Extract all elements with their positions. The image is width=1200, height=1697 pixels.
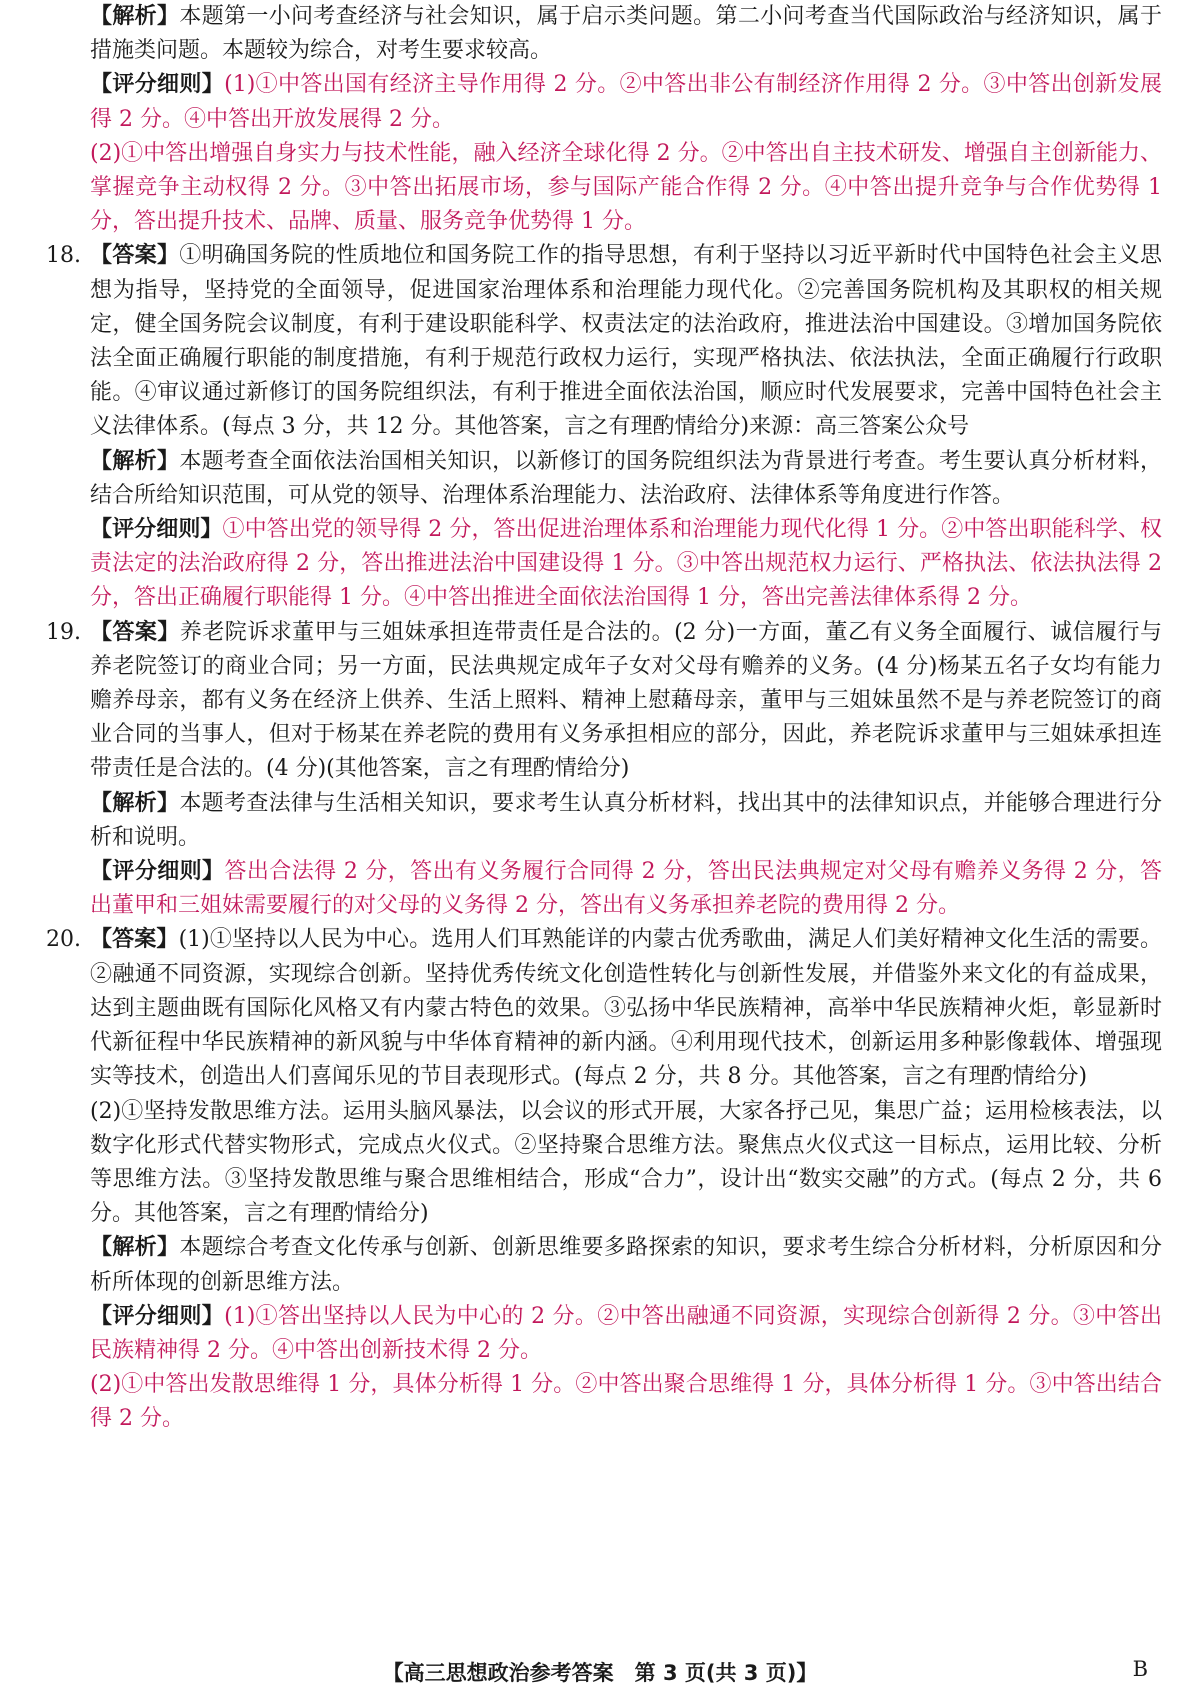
answer-paragraph xyxy=(52,0,1162,68)
footer-version-letter: B xyxy=(1132,1657,1148,1681)
answer-paragraph xyxy=(46,239,1162,444)
section-tag: 【解析】 xyxy=(90,448,180,474)
question-number: 20. xyxy=(46,927,81,953)
answer-paragraph xyxy=(46,923,1162,1094)
paragraph-text: (2)①坚持发散思维方法。运用头脑风暴法，以会议的形式开展，大家各抒己见，集思广益；运用检核表法，以数字化形式代替实物形式，完成点火仪式。②坚持聚合思维方法。聚焦点火仪式这一目标点，运用比较、分析等思维方法。③坚持发散思维与聚合思维相结合，形成“合力”，设计出“数实交融”的方式。(每点 2 分，共 6 分。其他答案，言之有理酌情给分) xyxy=(90,1098,1162,1227)
question-number: 19. xyxy=(46,619,81,645)
paragraph-text: 本题第一小问考查经济与社会知识，属于启示类问题。第二小问考查当代国际政治与经济知识，属于措施类问题。本题较为综合，对考生要求较高。 xyxy=(90,4,1162,64)
footer-page-info: 【高三思想政治参考答案 第 3 页(共 3 页)】 xyxy=(382,1661,818,1685)
section-tag: 【评分细则】 xyxy=(90,72,225,98)
answer-page xyxy=(46,0,1163,1437)
answer-paragraph xyxy=(52,1300,1162,1368)
section-tag: 【解析】 xyxy=(90,1235,180,1261)
answer-paragraph xyxy=(52,1095,1162,1232)
paragraph-text: 答出合法得 2 分，答出有义务履行合同得 2 分，答出民法典规定对父母有赡养义务得 2 分，答出董甲和三姐妹需要履行的对父母的义务得 2 分，答出有义务承担养老院的费用得 2 分。 xyxy=(90,859,1163,919)
paragraph-text: ①明确国务院的性质地位和国务院工作的指导思想，有利于坚持以习近平新时代中国特色社会主义思想为指导，坚持党的全面领导，促进国家治理体系和治理能力现代化。②完善国务院机构及其职权的相关规定，健全国务院会议制度，有利于建设职能科学、权责法定的法治政府，推进法治中国建设。③增加国务院依法全面正确履行职能的制度措施，有利于规范行政权力运行，实现严格执法、依法执法，全面正确履行行政职能。④审议通过新修订的国务院组织法，有利于推进全面依法治国，顺应时代发展要求，完善中国特色社会主义法律体系。(每点 3 分，共 12 分。其他答案，言之有理酌情给分)来源：高三答案公众号 xyxy=(90,243,1162,440)
answer-paragraph xyxy=(52,855,1162,923)
paragraph-text: 本题考查全面依法治国相关知识，以新修订的国务院组织法为背景进行考查。考生要认真分析材料，结合所给知识范围，可从党的领导、治理体系治理能力、法治政府、法律体系等角度进行作答。 xyxy=(90,448,1162,508)
answer-paragraph xyxy=(52,1231,1162,1299)
section-tag: 【评分细则】 xyxy=(90,859,225,885)
answer-paragraph xyxy=(46,616,1162,787)
paragraph-text: (2)①中答出增强自身实力与技术性能，融入经济全球化得 2 分。②中答出自主技术研发、增强自主创新能力、掌握竞争主动权得 2 分。③中答出拓展市场，参与国际产能合作得 2 分。④中答出提升竞争与合作优势得 1 分，答出提升技术、品牌、质量、服务竞争优势得 1 分。 xyxy=(90,140,1162,235)
section-tag: 【解析】 xyxy=(90,790,180,816)
paragraph-text: ①中答出党的领导得 2 分，答出促进治理体系和治理能力现代化得 1 分。②中答出职能科学、权责法定的法治政府得 2 分，答出推进法治中国建设得 1 分。③中答出规范权力运行、严格执法、依法执法得 2 分，答出正确履行职能得 1 分。④中答出推进全面依法治国得 1 分，答出完善法律体系得 2 分。 xyxy=(90,517,1162,611)
paragraph-text: (1)①中答出国有经济主导作用得 2 分。②中答出非公有制经济作用得 2 分。③中答出创新发展得 2 分。④中答出开放发展得 2 分。 xyxy=(90,72,1162,132)
section-tag: 【答案】 xyxy=(90,927,179,953)
page-footer xyxy=(0,1655,1200,1689)
section-tag: 【答案】 xyxy=(90,243,180,269)
question-block-19 xyxy=(46,616,1163,924)
paragraph-text: (1)①坚持以人民为中心。选用人们耳熟能详的内蒙古优秀歌曲，满足人们美好精神文化生活的需要。②融通不同资源，实现综合创新。坚持优秀传统文化创造性转化与创新性发展，并借鉴外来文化的有益成果，达到主题曲既有国际化风格又有内蒙古特色的效果。③弘扬中华民族精神，高举中华民族精神火炬，彰显新时代新征程中华民族精神的新风貌与中华体育精神的新内涵。④利用现代技术，创新运用多种影像载体、增强现实等技术，创造出人们喜闻乐见的节目表现形式。(每点 2 分，共 8 分。其他答案，言之有理酌情给分) xyxy=(90,927,1162,1090)
section-tag: 【评分细则】 xyxy=(90,1303,225,1329)
section-tag: 【评分细则】 xyxy=(90,517,223,543)
paragraph-text: (2)①中答出发散思维得 1 分，具体分析得 1 分。②中答出聚合思维得 1 分，具体分析得 1 分。③中答出结合得 2 分。 xyxy=(90,1372,1162,1432)
answer-paragraph xyxy=(52,787,1162,855)
question-block-18 xyxy=(46,239,1162,615)
paragraph-text: (1)①答出坚持以人民为中心的 2 分。②中答出融通不同资源，实现综合创新得 2 分。③中答出民族精神得 2 分。④中答出创新技术得 2 分。 xyxy=(90,1303,1162,1363)
answer-paragraph xyxy=(52,513,1162,616)
question-block-20 xyxy=(46,923,1162,1436)
paragraph-text: 本题综合考查文化传承与创新、创新思维要多路探索的知识，要求考生综合分析材料，分析原因和分析所体现的创新思维方法。 xyxy=(90,1235,1162,1295)
answer-paragraph xyxy=(52,68,1162,136)
answer-paragraph xyxy=(52,1368,1162,1436)
paragraph-text: 本题考查法律与生活相关知识，要求考生认真分析材料，找出其中的法律知识点，并能够合理进行分析和说明。 xyxy=(90,790,1162,850)
answer-paragraph xyxy=(52,137,1162,240)
question-number: 18. xyxy=(46,243,81,269)
section-tag: 【答案】 xyxy=(90,619,180,645)
paragraph-text: 养老院诉求董甲与三姐妹承担连带责任是合法的。(2 分)一方面，董乙有义务全面履行、诚信履行与养老院签订的商业合同；另一方面，民法典规定成年子女对父母有赡养的义务。(4 分)杨某五名子女均有能力赡养母亲，都有义务在经济上供养、生活上照料、精神上慰藉母亲，董甲与三姐妹虽然不是与养老院签订的商业合同的当事人，但对于杨某在养老院的费用有义务承担相应的部分，因此，养老院诉求董甲与三姐妹承担连带责任是合法的。(4 分)(其他答案，言之有理酌情给分) xyxy=(90,619,1162,782)
section-tag: 【解析】 xyxy=(90,4,180,29)
answer-paragraph xyxy=(52,445,1162,513)
question-block-continued xyxy=(52,0,1162,239)
